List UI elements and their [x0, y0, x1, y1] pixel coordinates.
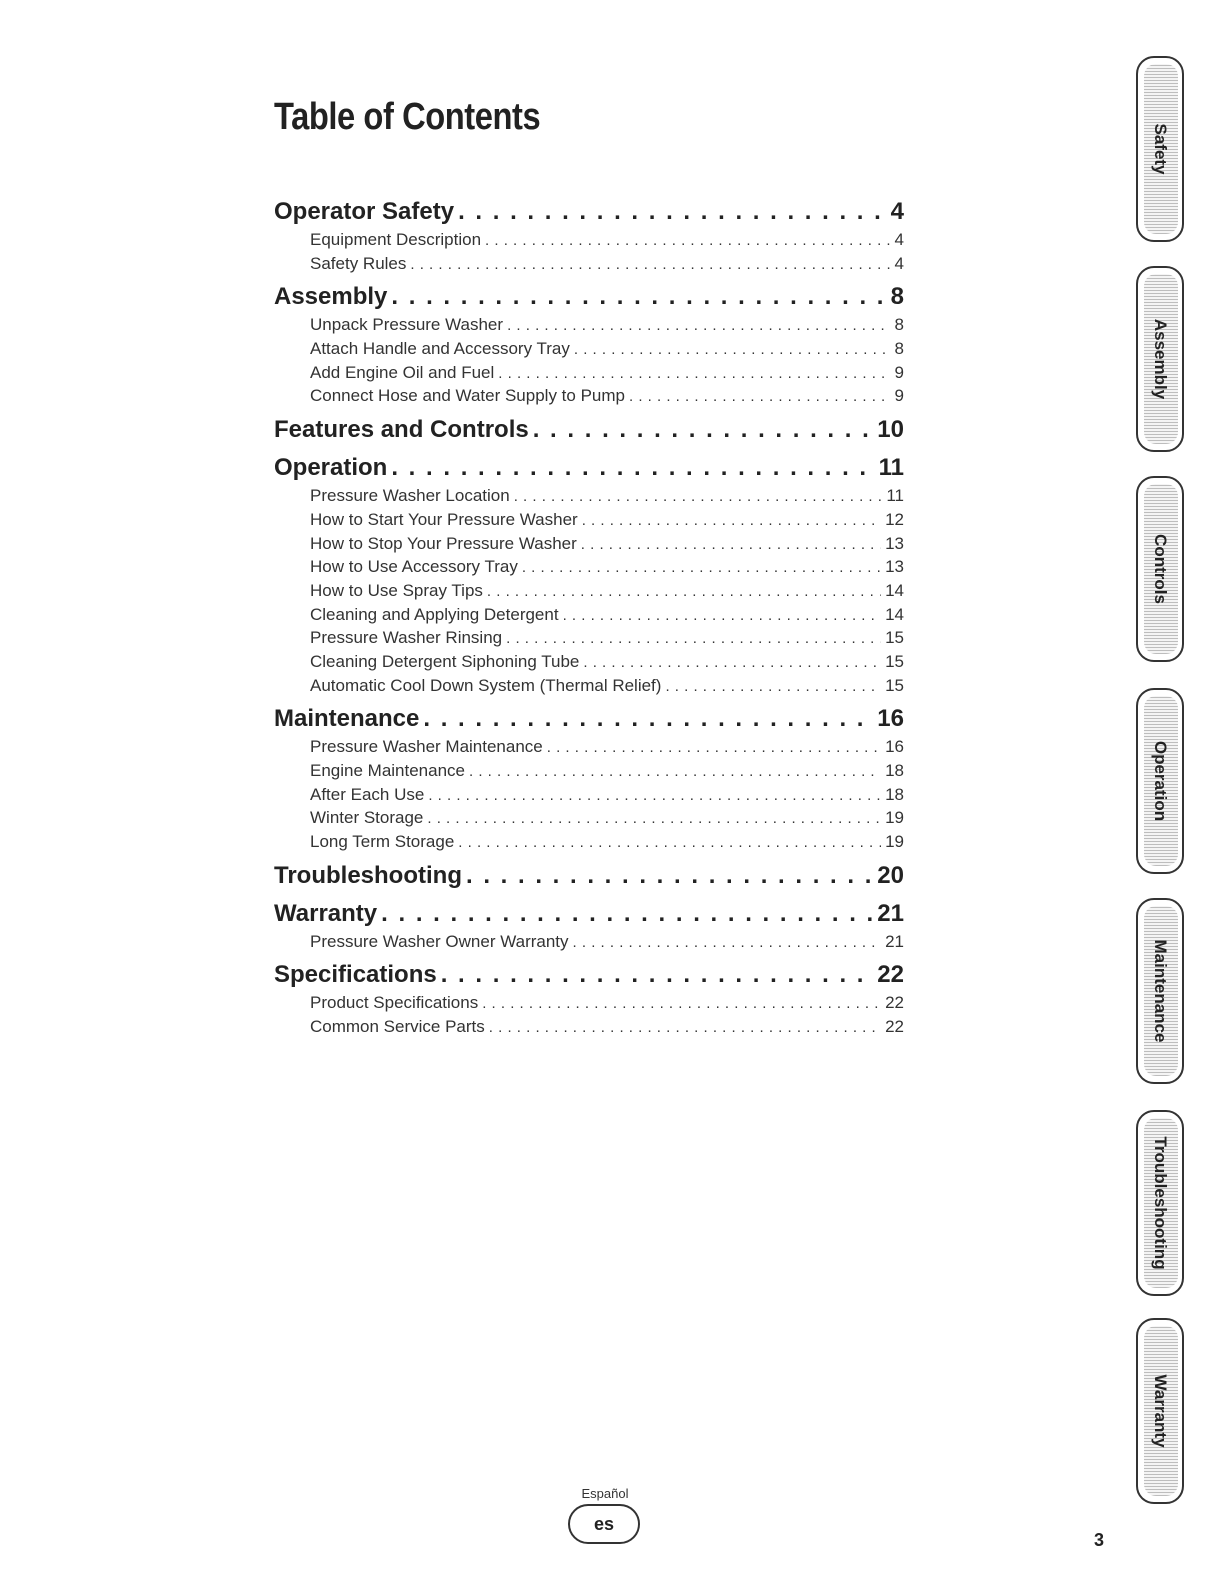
- toc-heading-page: 11: [878, 454, 904, 482]
- toc-entry-page: 14: [885, 604, 904, 624]
- toc-heading[interactable]: [274, 196, 904, 228]
- dot-leader: [458, 831, 881, 854]
- page-title: Table of Contents: [274, 96, 541, 138]
- toc-heading-label: Assembly: [274, 283, 388, 311]
- toc-section: [274, 959, 904, 1038]
- side-tab-operation[interactable]: [1136, 688, 1184, 874]
- toc-section: [274, 414, 904, 446]
- toc-entry-page: 13: [885, 557, 904, 577]
- toc-heading-label: Troubleshooting: [274, 861, 462, 889]
- toc-heading-page: 20: [877, 861, 904, 889]
- toc-entry[interactable]: [274, 759, 904, 783]
- side-tab-troubleshooting[interactable]: [1136, 1110, 1184, 1296]
- toc-entry[interactable]: [274, 361, 904, 385]
- side-tab-label: Maintenance: [1151, 939, 1170, 1043]
- toc-entry-page: 9: [894, 386, 904, 406]
- language-badge[interactable]: es: [568, 1504, 640, 1544]
- toc-entry-page: 15: [885, 628, 904, 648]
- dot-leader: [514, 485, 883, 508]
- side-tab-warranty[interactable]: [1136, 1318, 1184, 1504]
- toc-entry-label: Safety Rules: [310, 253, 407, 273]
- dot-leader: [547, 736, 881, 759]
- toc-entry-page: 4: [894, 253, 904, 273]
- dot-leader: [482, 992, 881, 1015]
- side-tab-label: Assembly: [1151, 318, 1170, 400]
- toc-entry-label: How to Use Accessory Tray: [310, 557, 518, 577]
- toc-entry-label: Long Term Storage: [310, 832, 455, 852]
- toc-entry-label: After Each Use: [310, 784, 425, 804]
- dot-leader: [533, 414, 874, 446]
- dot-leader: [381, 898, 873, 930]
- toc-entry-page: 19: [885, 808, 904, 828]
- toc-entry-page: 18: [885, 784, 904, 804]
- dot-leader: [498, 362, 890, 385]
- dot-leader: [441, 959, 874, 991]
- toc-section: [274, 196, 904, 275]
- toc-entry-page: 22: [885, 993, 904, 1013]
- toc-heading-page: 10: [877, 416, 904, 444]
- side-tab-safety[interactable]: [1136, 56, 1184, 242]
- side-tab-label: Controls: [1151, 534, 1170, 604]
- side-tab-label: Operation: [1151, 740, 1170, 822]
- toc-entry[interactable]: [274, 603, 904, 627]
- toc-entry-page: 8: [894, 339, 904, 359]
- toc-entry-label: How to Use Spray Tips: [310, 580, 483, 600]
- dot-leader: [574, 338, 891, 361]
- toc-entry-label: Engine Maintenance: [310, 761, 466, 780]
- toc-entry[interactable]: [274, 991, 904, 1015]
- dot-leader: [507, 314, 890, 337]
- dot-leader: [427, 807, 881, 830]
- toc-entry[interactable]: [274, 626, 904, 650]
- toc-heading-page: 22: [877, 961, 904, 989]
- toc-entry[interactable]: [274, 508, 904, 532]
- toc-section: [274, 452, 904, 697]
- toc-entry[interactable]: [274, 650, 904, 674]
- toc-heading[interactable]: [274, 959, 904, 991]
- toc-entry[interactable]: [274, 1015, 904, 1039]
- side-tab-maintenance[interactable]: [1136, 898, 1184, 1084]
- toc-entry-page: 21: [885, 931, 904, 951]
- dot-leader: [573, 931, 882, 954]
- dot-leader: [487, 580, 881, 603]
- dot-leader: [466, 860, 873, 892]
- toc-entry-page: 15: [885, 675, 904, 695]
- toc-entry[interactable]: [274, 384, 904, 408]
- toc-entry[interactable]: [274, 930, 904, 954]
- dot-leader: [582, 509, 881, 532]
- toc-entry-label: Pressure Washer Maintenance: [310, 737, 543, 757]
- toc-heading-page: 4: [890, 198, 904, 225]
- toc-entry-label: Product Specifications: [310, 993, 479, 1013]
- side-tab-controls[interactable]: [1136, 476, 1184, 662]
- dot-leader: [423, 703, 873, 735]
- toc-entry-label: Common Service Parts: [310, 1017, 485, 1037]
- toc-heading-label: Features and Controls: [274, 416, 529, 444]
- toc-entry-label: Automatic Cool Down System (Thermal Relief): [310, 675, 662, 695]
- toc-section: [274, 703, 904, 853]
- toc-entry-page: 4: [894, 230, 904, 249]
- table-of-contents: [274, 196, 904, 1045]
- toc-heading-label: Maintenance: [274, 705, 420, 733]
- dot-leader: [458, 196, 887, 228]
- toc-entry-label: How to Start Your Pressure Washer: [310, 509, 578, 529]
- toc-section: [274, 898, 904, 954]
- toc-entry[interactable]: [274, 337, 904, 361]
- toc-entry-label: How to Stop Your Pressure Washer: [310, 533, 577, 553]
- toc-entry-page: 15: [885, 651, 904, 671]
- dot-leader: [391, 281, 886, 313]
- dot-leader: [489, 1016, 881, 1039]
- toc-entry-page: 13: [885, 533, 904, 553]
- toc-entry[interactable]: [274, 532, 904, 556]
- toc-heading-label: Operation: [274, 454, 388, 482]
- toc-entry[interactable]: [274, 313, 904, 337]
- toc-heading[interactable]: [274, 898, 904, 930]
- toc-entry-label: Unpack Pressure Washer: [310, 315, 504, 335]
- toc-entry-label: Attach Handle and Accessory Tray: [310, 339, 570, 359]
- toc-entry[interactable]: [274, 806, 904, 830]
- toc-heading-page: 16: [877, 705, 904, 733]
- toc-entry-label: Winter Storage: [310, 808, 424, 828]
- toc-entry-page: 9: [894, 362, 904, 382]
- side-tab-label: Safety: [1151, 123, 1170, 175]
- toc-entry-label: Cleaning and Applying Detergent: [310, 604, 559, 624]
- toc-entry-label: Add Engine Oil and Fuel: [310, 362, 495, 382]
- toc-entry[interactable]: [274, 228, 904, 252]
- toc-entry-page: 11: [886, 486, 904, 506]
- dot-leader: [522, 556, 881, 579]
- toc-entry-label: Pressure Washer Rinsing: [310, 628, 503, 648]
- toc-section: [274, 860, 904, 892]
- toc-entry[interactable]: [274, 579, 904, 603]
- toc-entry-page: 16: [885, 737, 904, 757]
- dot-leader: [583, 651, 881, 674]
- dot-leader: [428, 784, 881, 807]
- toc-entry[interactable]: [274, 783, 904, 807]
- toc-section: [274, 281, 904, 408]
- toc-heading[interactable]: [274, 703, 904, 735]
- side-tab-label: Warranty: [1151, 1374, 1170, 1448]
- toc-entry-label: Equipment Description: [310, 230, 482, 249]
- toc-entry[interactable]: [274, 830, 904, 854]
- dot-leader: [665, 675, 881, 698]
- side-tab-label: Troubleshooting: [1151, 1136, 1170, 1270]
- toc-entry-page: 12: [885, 509, 904, 529]
- toc-entry[interactable]: [274, 252, 904, 276]
- toc-entry-label: Pressure Washer Owner Warranty: [310, 931, 569, 951]
- dot-leader: [410, 253, 890, 276]
- toc-entry-label: Pressure Washer Location: [310, 486, 510, 506]
- toc-entry[interactable]: [274, 484, 904, 508]
- toc-entry-page: 14: [885, 580, 904, 600]
- side-tab-assembly[interactable]: [1136, 266, 1184, 452]
- toc-entry-label: Connect Hose and Water Supply to Pump: [310, 386, 625, 406]
- toc-entry-page: 8: [894, 315, 904, 335]
- dot-leader: [629, 385, 891, 408]
- toc-heading[interactable]: [274, 414, 904, 446]
- toc-entry[interactable]: [274, 735, 904, 759]
- toc-heading[interactable]: [274, 452, 904, 484]
- dot-leader: [469, 760, 881, 783]
- dot-leader: [391, 452, 874, 484]
- toc-heading-page: 21: [877, 899, 904, 927]
- language-label: Español: [581, 1486, 629, 1501]
- toc-entry-page: 19: [885, 832, 904, 852]
- toc-heading-label: Specifications: [274, 961, 437, 989]
- dot-leader: [506, 627, 881, 650]
- toc-entry-page: 18: [885, 761, 904, 780]
- page-number: 3: [1094, 1530, 1105, 1550]
- toc-entry[interactable]: [274, 555, 904, 579]
- toc-entry[interactable]: [274, 674, 904, 698]
- dot-leader: [485, 229, 891, 252]
- toc-heading[interactable]: [274, 281, 904, 313]
- toc-heading[interactable]: [274, 860, 904, 892]
- toc-entry-label: Cleaning Detergent Siphoning Tube: [310, 651, 580, 671]
- toc-heading-label: Warranty: [274, 899, 378, 927]
- toc-heading-label: Operator Safety: [274, 198, 455, 225]
- dot-leader: [563, 604, 882, 627]
- dot-leader: [581, 533, 881, 556]
- toc-entry-page: 22: [885, 1017, 904, 1037]
- toc-heading-page: 8: [890, 283, 904, 311]
